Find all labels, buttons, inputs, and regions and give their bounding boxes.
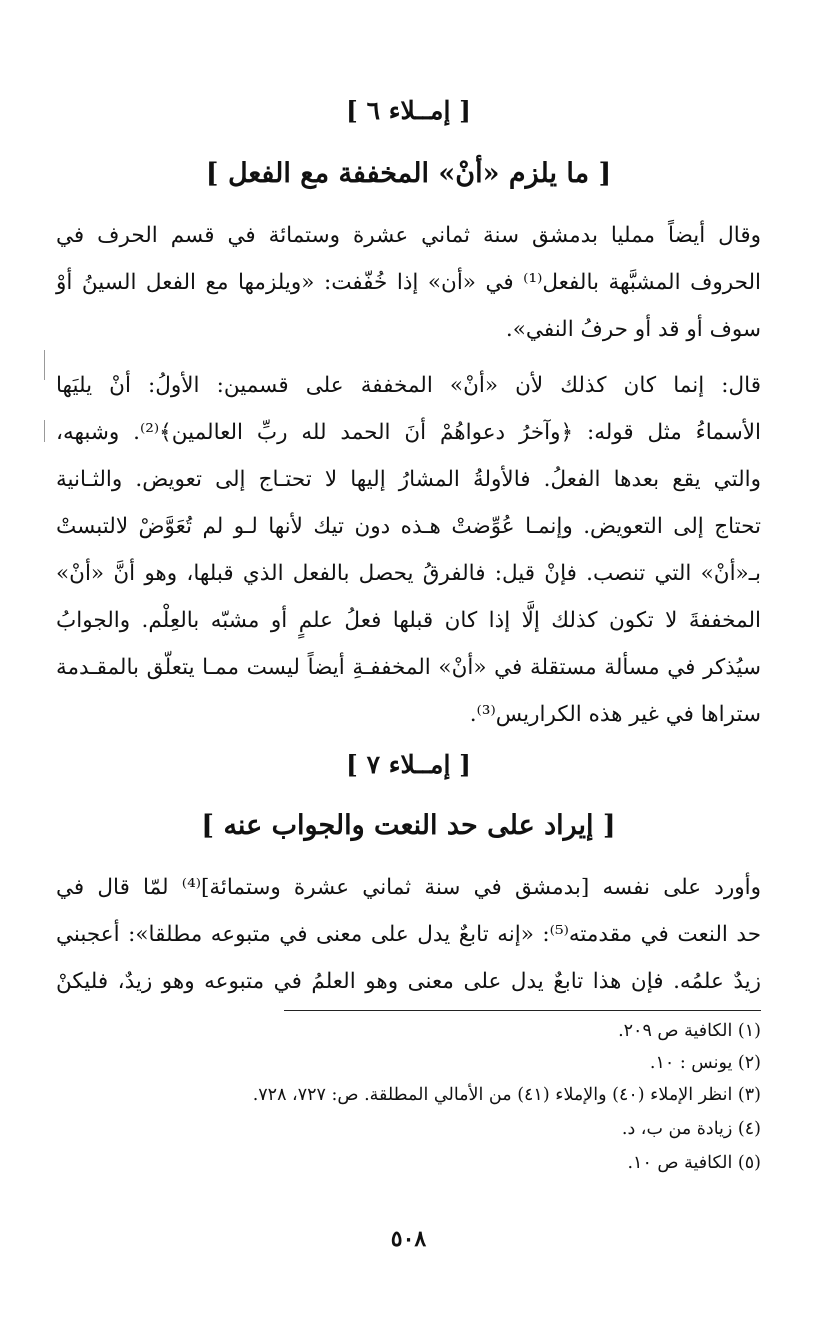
dictation-6-heading: [ إمــلاء ٦ ] <box>346 96 471 125</box>
scan-margin-mark <box>44 420 45 442</box>
body-line: والتي يقع بعدها الفعلُ. فالأولةُ المشارُ إليها لا تحتـاج إلى تعويض. والثـانية <box>56 467 761 492</box>
book-page <box>56 0 761 1343</box>
body-line: وأورد على نفسه [بدمشق في سنة ثماني عشرة وستمائة]⁽⁴⁾ لمّا قال في <box>56 875 761 900</box>
body-line: حد النعت في مقدمته⁽⁵⁾: «إنه تابعٌ يدل على معنى في متبوعه مطلقا»: أعجبني <box>56 922 762 947</box>
footnote-3: (٣) انظر الإملاء (٤٠) والإملاء (٤١) من الأمالي المطلقة. ص: ٧٢٧، ٧٢٨. <box>252 1085 761 1105</box>
body-line: سيُذكر في مسألة مستقلة في «أنْ» المخففـةِ أيضاً ليست ممـا يتعلّق بالمقـدمة <box>56 655 761 680</box>
scan-margin-mark <box>44 350 45 380</box>
body-line: تحتاج إلى التعويض. وإنمـا عُوِّضتْ هـذه دون تيك لأنها لـو لم تُعَوَّضْ لالتبستْ <box>56 514 761 539</box>
dictation-7-heading: [ إمــلاء ٧ ] <box>346 750 471 779</box>
footnote-4: (٤) زيادة من ب، د. <box>621 1119 761 1139</box>
section-title-2: [ إيراد على حد النعت والجواب عنه ] <box>201 810 616 841</box>
section-title-1: [ ما يلزم «أنْ» المخففة مع الفعل ] <box>205 158 612 189</box>
footnote-2: (٢) يونس : ١٠. <box>649 1053 761 1073</box>
footnote-5: (٥) الكافية ص ١٠. <box>627 1153 761 1173</box>
body-line: ستراها في غير هذه الكراريس⁽³⁾. <box>469 702 761 727</box>
body-line: الأسماءُ مثل قوله: ﴿وآخرُ دعواهُمْ أنَ الحمد لله ربِّ العالمين﴾⁽²⁾. وشبهه، <box>56 420 761 445</box>
body-line: سوف أو قد أو حرفُ النفي». <box>505 317 761 342</box>
body-line: المخففةَ لا تكون كذلك إلَّا إذا كان قبلها فعلُ علمٍ أو مشبّه بالعِلْم. والجوابُ <box>56 608 761 633</box>
body-line: الحروف المشبَّهة بالفعل⁽¹⁾ في «أن» إذا خُفّفت: «ويلزمها مع الفعل السينُ أوْ <box>56 270 762 295</box>
page-number: ٥٠٨ <box>390 1226 427 1252</box>
footnote-1: (١) الكافية ص ٢٠٩. <box>618 1021 761 1041</box>
body-line: وقال أيضاً ممليا بدمشق سنة ثماني عشرة وستمائة في قسم الحرف في <box>56 223 761 248</box>
body-line: بـ«أنْ» التي تنصب. فإنْ قيل: فالفرقُ يحصل بالفعل الذي قبلها، وهو أنَّ «أنْ» <box>56 561 761 586</box>
body-line: قال: إنما كان كذلك لأن «أنْ» المخففة على قسمين: الأولُ: أنْ يليَها <box>56 373 761 398</box>
body-line: زيدٌ علمُه. فإن هذا تابعٌ يدل على معنى وهو العلمُ في متبوعه وهو زيدٌ، فليكنْ <box>56 969 761 994</box>
footnote-separator <box>284 1010 761 1011</box>
